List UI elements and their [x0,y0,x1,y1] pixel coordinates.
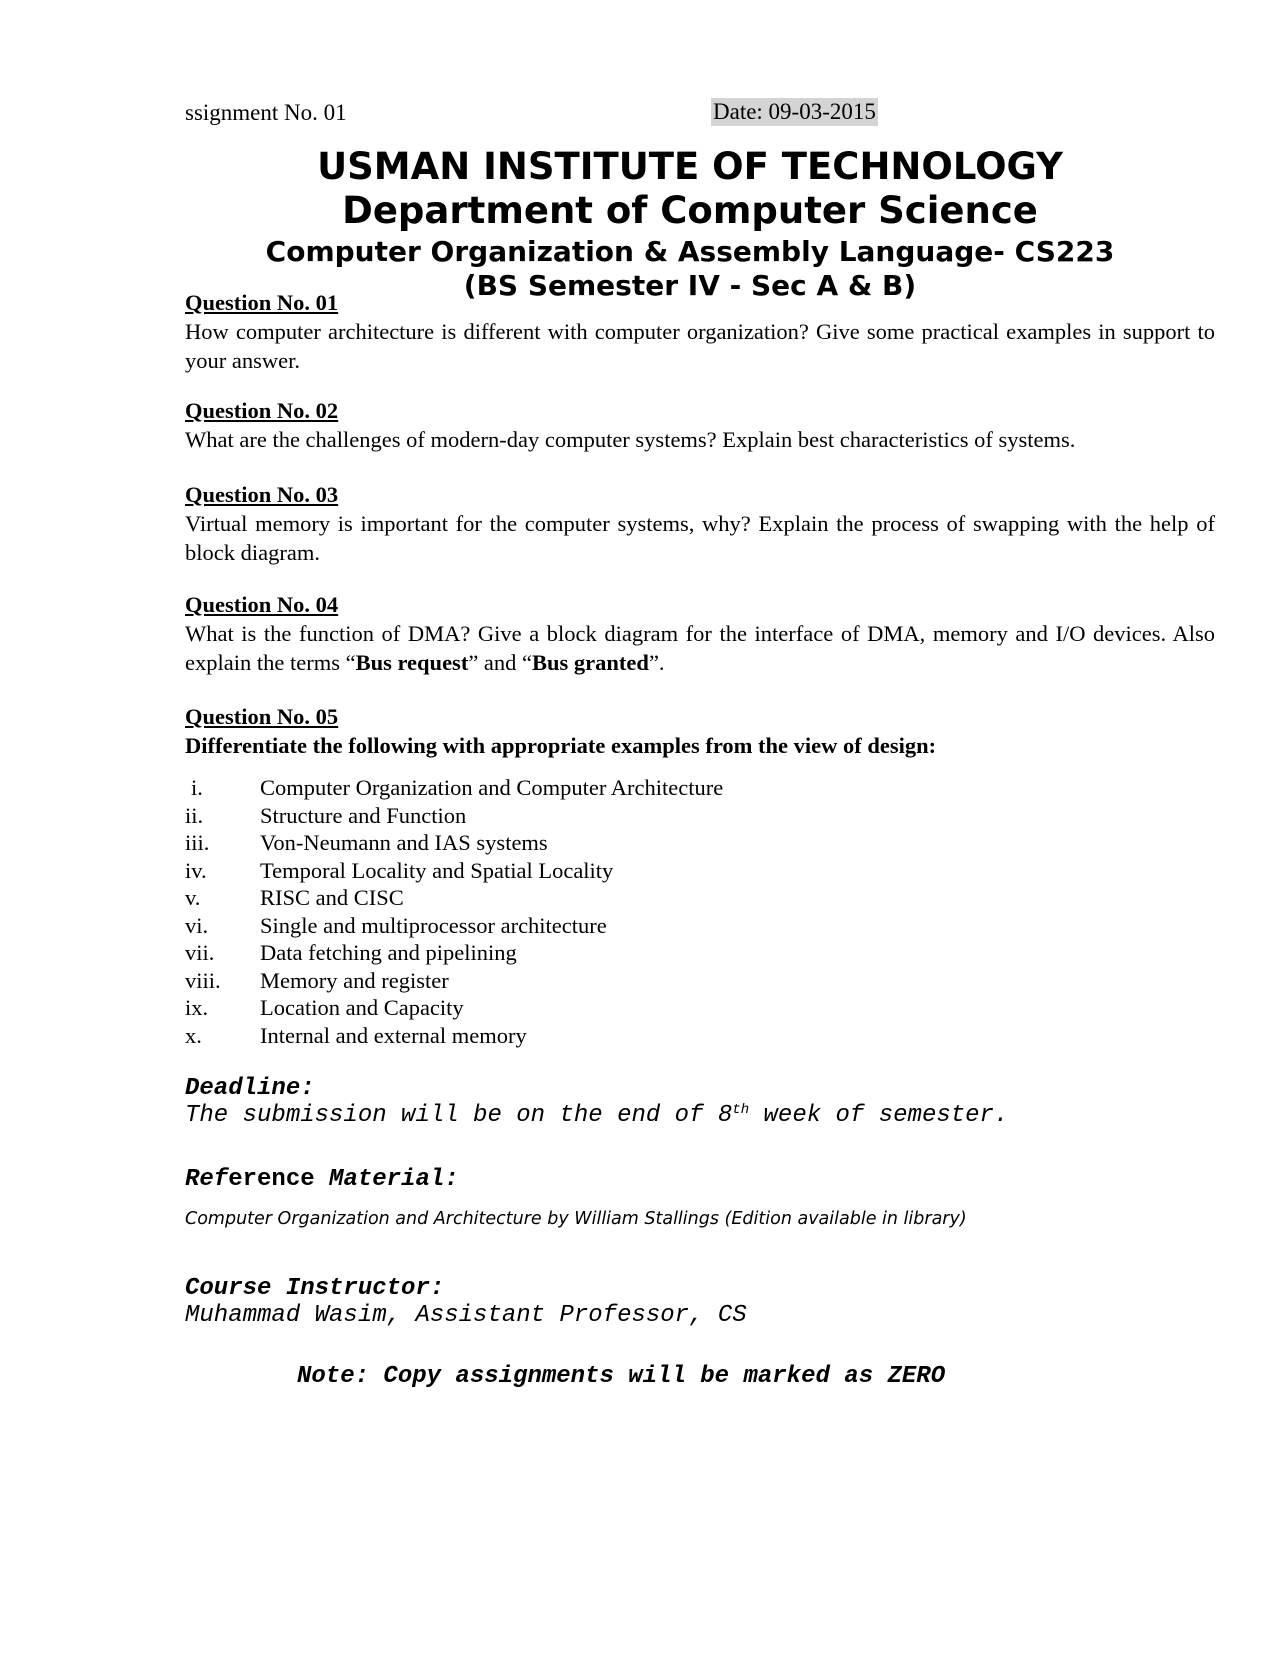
list-number: iii. [185,830,210,855]
list-number: ii. [185,802,204,828]
instructor-section [185,1275,1215,1329]
deadline-text [185,1102,1215,1129]
list-text: Location and Capacity [260,995,464,1020]
list-text: Single and multiprocessor architecture [260,912,607,938]
reference-section [185,1165,1215,1234]
instructor-text: Muhammad Wasim, Assistant Professor, CS [185,1302,747,1329]
list-number: vii. [185,940,215,965]
reference-text: Computer Organization and Architecture by William Stallings (Edition available in library) [185,1209,967,1229]
question-text-part: ” and “ [468,650,533,675]
question-2 [185,396,1215,454]
deadline-superscript: th [732,1102,750,1118]
question-heading: Question No. 05 [185,704,339,729]
list-text: Computer Organization and Computer Architecture [260,775,724,800]
deadline-text-part: The submission will be on the end of 8 [185,1102,733,1129]
copy-note: Note: Copy assignments will be marked as ZERO [297,1363,946,1390]
list-text: Temporal Locality and Spatial Locality [260,857,614,883]
question-1 [185,288,1215,375]
question-text: Virtual memory is important for the computer systems, why? Explain the process of swapping with the help of block diagram. [185,511,1215,565]
differentiate-list [185,773,1215,1048]
list-text: Data fetching and pipelining [260,940,517,965]
reference-label-part: Material: [329,1166,459,1193]
question-text-part: ”. [648,650,665,675]
question-3 [185,480,1215,567]
question-text [185,619,1215,677]
instructor-label: Course Instructor: [185,1275,445,1302]
list-item [185,883,1215,911]
department-title: Department of Computer Science [342,189,1038,232]
list-item [185,966,1215,994]
deadline-text-part: week of semester. [749,1102,1009,1129]
list-number: x. [185,1022,202,1048]
list-item [185,801,1215,829]
list-item [185,828,1215,856]
reference-label [185,1165,1215,1195]
list-item [185,1021,1215,1049]
question-heading: Question No. 01 [185,290,339,315]
question-4 [185,590,1215,677]
title-block [0,145,1280,303]
list-text: Memory and register [260,967,449,993]
list-text: Structure and Function [260,802,467,828]
list-text: Von-Neumann and IAS systems [260,830,548,855]
list-number: ix. [185,995,209,1020]
list-number: iv. [185,857,207,883]
term-bus-granted: Bus granted [532,650,649,675]
list-item [185,993,1215,1021]
semester-title: (BS Semester IV - Sec A & B) [463,269,917,302]
list-item [185,911,1215,939]
question-heading: Question No. 03 [185,482,339,507]
list-number: viii. [185,967,221,993]
question-text: How computer architecture is different with computer organization? Give some practical examples in support to your answer. [185,319,1215,373]
question-heading: Question No. 04 [185,592,339,617]
list-item [185,938,1215,966]
reference-label-part: Ref [185,1166,229,1193]
question-text-part: What is the function of DMA? Give a block diagram for the interface of DMA, memory and I/O devices. Also explain the terms “ [185,621,1215,675]
question-intro: Differentiate the following with appropriate examples from the view of design: [185,733,937,758]
assignment-date: Date: 09-03-2015 [713,99,876,124]
deadline-section [185,1075,1215,1129]
question-heading: Question No. 02 [185,398,339,423]
course-title: Computer Organization & Assembly Language- CS223 [265,235,1115,268]
question-text: What are the challenges of modern-day computer systems? Explain best characteristics of systems. [185,427,1076,452]
list-text: Internal and external memory [260,1022,527,1048]
term-bus-request: Bus request [355,650,469,675]
list-number: vi. [185,912,209,938]
deadline-label: Deadline: [185,1075,315,1102]
list-item [185,773,1215,801]
assignment-number: ssignment No. 01 [185,100,347,125]
reference-label-part: erence [228,1166,330,1193]
institute-title: USMAN INSTITUTE OF TECHNOLOGY [317,145,1063,188]
list-item [185,856,1215,884]
list-number: i. [191,775,203,800]
list-text: RISC and CISC [260,885,404,910]
list-number: v. [185,885,201,910]
question-5 [185,702,1215,760]
